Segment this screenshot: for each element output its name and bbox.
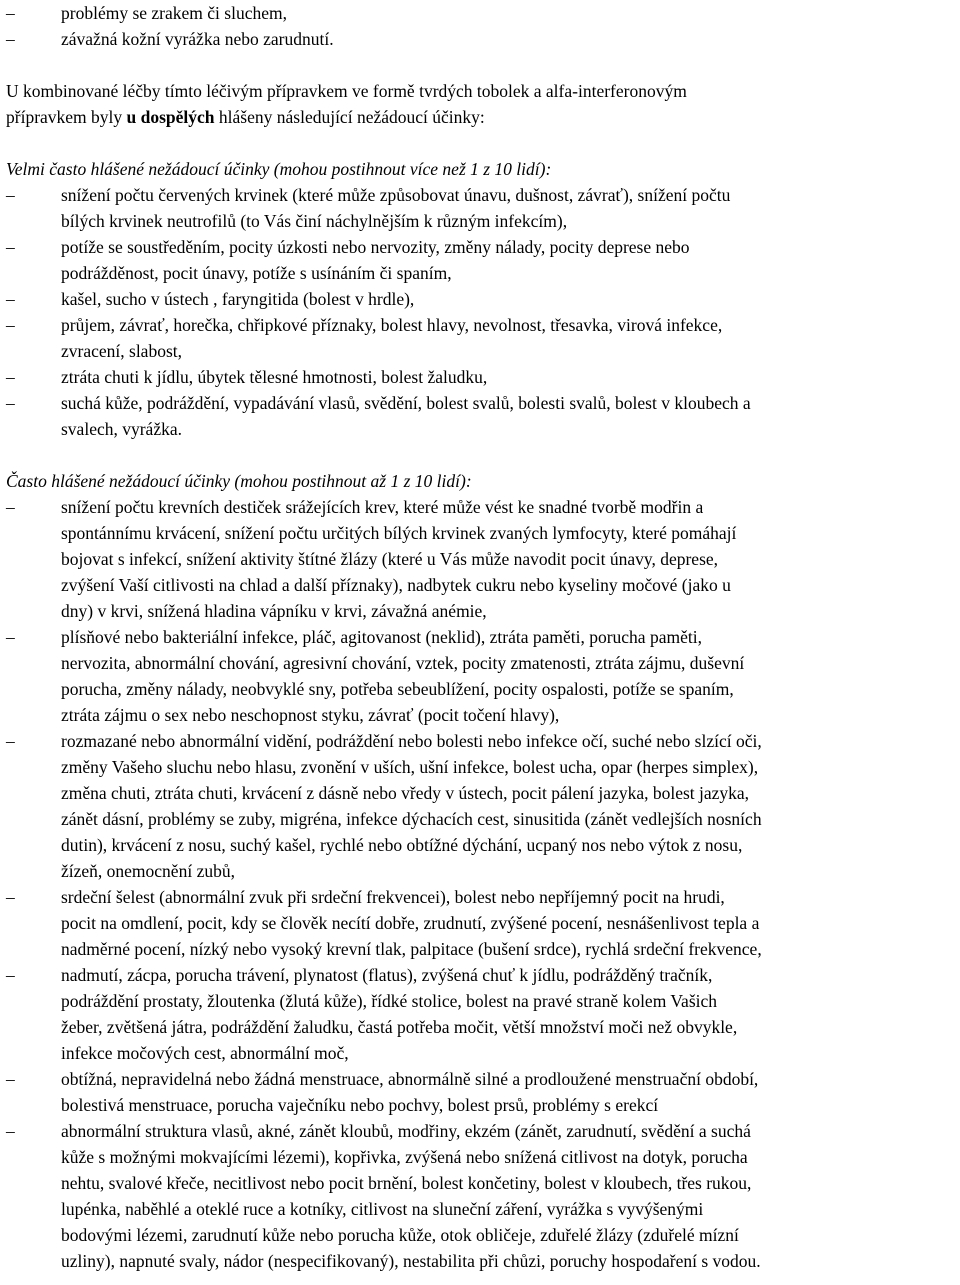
dash-bullet-icon: – bbox=[6, 731, 15, 751]
list-item-line bbox=[6, 832, 960, 858]
list-item-line bbox=[6, 182, 960, 208]
section1-heading bbox=[6, 156, 960, 182]
list-item-text: pocit na omdlení, pocit, kdy se člověk necítí dobře, zrudnutí, zvýšené pocení, nesnášenlivost tepla a bbox=[61, 913, 760, 933]
list-item-text: obtížná, nepravidelná nebo žádná menstruace, abnormálně silné a prodloužené menstruační období, bbox=[61, 1069, 759, 1089]
list-item-line bbox=[6, 0, 960, 26]
list-item-line bbox=[6, 494, 960, 520]
list-item-line bbox=[6, 1014, 960, 1040]
dash-bullet-icon: – bbox=[6, 1121, 15, 1141]
list-item-line bbox=[6, 1040, 960, 1066]
dash-bullet-icon: – bbox=[6, 29, 15, 49]
list-item-text: dutin), krvácení z nosu, suchý kašel, rychlé nebo obtížné dýchání, ucpaný nos nebo výtok z nosu, bbox=[61, 835, 743, 855]
list-item-line bbox=[6, 1092, 960, 1118]
list-item-text: změny Vašeho sluchu nebo hlasu, zvonění v uších, ušní infekce, bolest ucha, opar (herpes simplex), bbox=[61, 757, 759, 777]
list-item-line bbox=[6, 390, 960, 416]
list-item-text: snížení počtu krevních destiček srážejících krev, které může vést ke snadné tvorbě modřin a bbox=[61, 497, 704, 517]
list-item-line bbox=[6, 572, 960, 598]
list-item-text: snížení počtu červených krvinek (které může způsobovat únavu, dušnost, závrať), snížení počtu bbox=[61, 185, 731, 205]
list-item-text: nadmutí, zácpa, porucha trávení, plynatost (flatus), zvýšená chuť k jídlu, podrážděný tračník, bbox=[61, 965, 713, 985]
dash-bullet-icon: – bbox=[6, 185, 15, 205]
top-bullet-list bbox=[6, 0, 960, 52]
list-item-text: spontánnímu krvácení, snížení počtu určitých bílých krvinek zvaných lymfocyty, které pomáhají bbox=[61, 523, 737, 543]
list-item-line bbox=[6, 858, 960, 884]
dash-bullet-icon: – bbox=[6, 887, 15, 907]
list-item-text: uzliny), napnuté svaly, nádor (nespecifikovaný), nestabilita při chůzi, poruchy hospodaření s vodou. bbox=[61, 1251, 761, 1271]
dash-bullet-icon: – bbox=[6, 367, 15, 387]
intro-line-2 bbox=[6, 104, 960, 130]
list-item-text: změna chuti, ztráta chuti, krvácení z dásně nebo vředy v ústech, pocit pálení jazyka, bolest jazyka, bbox=[61, 783, 750, 803]
list-item-text: srdeční šelest (abnormální zvuk při srdeční frekvencei), bolest nebo nepříjemný pocit na hrudi, bbox=[61, 887, 725, 907]
section2-heading bbox=[6, 468, 960, 494]
list-item-line bbox=[6, 546, 960, 572]
list-item-line bbox=[6, 286, 960, 312]
list-item-line bbox=[6, 754, 960, 780]
list-item-text: zvracení, slabost, bbox=[61, 341, 182, 361]
intro-text-2-bold: u dospělých bbox=[126, 107, 215, 127]
list-item-text: dny) v krvi, snížená hladina vápníku v krvi, závažná anémie, bbox=[61, 601, 487, 621]
list-item-line bbox=[6, 780, 960, 806]
paragraph-gap bbox=[6, 52, 960, 78]
list-item-line bbox=[6, 936, 960, 962]
list-item-line bbox=[6, 338, 960, 364]
list-item-line bbox=[6, 1144, 960, 1170]
list-item-line bbox=[6, 962, 960, 988]
list-item-text: porucha, změny nálady, neobvyklé sny, potřeba sebeublížení, pocity ospalosti, potíže se spaním, bbox=[61, 679, 734, 699]
dash-bullet-icon: – bbox=[6, 3, 15, 23]
list-item-text: nervozita, abnormální chování, agresivní chování, vztek, pocity zmatenosti, ztráta zájmu, duševní bbox=[61, 653, 745, 673]
dash-bullet-icon: – bbox=[6, 1069, 15, 1089]
list-item-text: nadměrné pocení, nízký nebo vysoký krevní tlak, palpitace (bušení srdce), rychlá srdeční frekvence, bbox=[61, 939, 762, 959]
intro-line-1 bbox=[6, 78, 960, 104]
list-item-line bbox=[6, 260, 960, 286]
list-item-line bbox=[6, 598, 960, 624]
list-item-text: bojovat s infekcí, snížení aktivity štítné žlázy (které u Vás může navodit pocit únavy, deprese, bbox=[61, 549, 719, 569]
list-item-line bbox=[6, 1248, 960, 1274]
list-item-text: plísňové nebo bakteriální infekce, pláč, agitovanost (neklid), ztráta paměti, porucha paměti, bbox=[61, 627, 702, 647]
list-item-text: žeber, zvětšená játra, podráždění žaludku, častá potřeba močit, větší množství moči než obvykle, bbox=[61, 1017, 738, 1037]
list-item-text: bolestivá menstruace, porucha vaječníku nebo pochvy, bolest prsů, problémy s erekcí bbox=[61, 1095, 659, 1115]
list-item-text: kůže s možnými mokvajícími lézemi), kopřivka, zvýšená nebo snížená citlivost na dotyk, porucha bbox=[61, 1147, 748, 1167]
intro-text-2b: hlášeny následující nežádoucí účinky: bbox=[214, 107, 485, 127]
list-item-text: průjem, závrať, horečka, chřipkové příznaky, bolest hlavy, nevolnost, třesavka, virová infekce, bbox=[61, 315, 723, 335]
list-item-text: rozmazané nebo abnormální vidění, podráždění nebo bolesti nebo infekce očí, suché nebo slzící oči, bbox=[61, 731, 762, 751]
list-item-text: infekce močových cest, abnormální moč, bbox=[61, 1043, 349, 1063]
list-item-line bbox=[6, 312, 960, 338]
list-item-line bbox=[6, 702, 960, 728]
list-item-line bbox=[6, 1118, 960, 1144]
list-item-line bbox=[6, 364, 960, 390]
paragraph-gap bbox=[6, 442, 960, 468]
list-item-text: nehtu, svalové křeče, necitlivost nebo pocit brnění, bolest končetiny, bolest v kloubech, třes rukou, bbox=[61, 1173, 752, 1193]
list-item-text: bílých krvinek neutrofilů (to Vás činí náchylnějším k různým infekcím), bbox=[61, 211, 568, 231]
section2-heading-text: Často hlášené nežádoucí účinky (mohou postihnout až 1 z 10 lidí): bbox=[6, 471, 472, 491]
list-item-line bbox=[6, 416, 960, 442]
list-item-text: problémy se zrakem či sluchem, bbox=[61, 3, 287, 23]
section1-bullet-list bbox=[6, 182, 960, 442]
list-item-text: podrážděnost, pocit únavy, potíže s usínáním či spaním, bbox=[61, 263, 452, 283]
list-item-text: kašel, sucho v ústech , faryngitida (bolest v hrdle), bbox=[61, 289, 415, 309]
list-item-text: bodovými lézemi, zarudnutí kůže nebo porucha kůže, otok obličeje, zduřelé žlázy (zduřelé mízní bbox=[61, 1225, 739, 1245]
list-item-line bbox=[6, 624, 960, 650]
dash-bullet-icon: – bbox=[6, 965, 15, 985]
list-item-text: podráždění prostaty, žloutenka (žlutá kůže), řídké stolice, bolest na pravé straně kolem Vašich bbox=[61, 991, 718, 1011]
list-item-text: ztráta zájmu o sex nebo neschopnost styku, závrať (pocit točení hlavy), bbox=[61, 705, 560, 725]
list-item-line bbox=[6, 1222, 960, 1248]
list-item-text: žízeň, onemocnění zubů, bbox=[61, 861, 235, 881]
list-item-line bbox=[6, 728, 960, 754]
dash-bullet-icon: – bbox=[6, 393, 15, 413]
list-item-line bbox=[6, 676, 960, 702]
paragraph-gap bbox=[6, 130, 960, 156]
list-item-text: abnormální struktura vlasů, akné, zánět kloubů, modřiny, ekzém (zánět, zarudnutí, svědění a suchá bbox=[61, 1121, 751, 1141]
section1-heading-text: Velmi často hlášené nežádoucí účinky (mohou postihnout více než 1 z 10 lidí): bbox=[6, 159, 552, 179]
list-item-line bbox=[6, 26, 960, 52]
dash-bullet-icon: – bbox=[6, 315, 15, 335]
dash-bullet-icon: – bbox=[6, 627, 15, 647]
list-item-line bbox=[6, 1196, 960, 1222]
list-item-line bbox=[6, 520, 960, 546]
list-item-line bbox=[6, 1170, 960, 1196]
section2-bullet-list bbox=[6, 494, 960, 1274]
list-item-line bbox=[6, 988, 960, 1014]
list-item-line bbox=[6, 234, 960, 260]
dash-bullet-icon: – bbox=[6, 289, 15, 309]
list-item-line bbox=[6, 806, 960, 832]
list-item-text: zvýšení Vaší citlivosti na chlad a další příznaky), nadbytek cukru nebo kyseliny močové (jako u bbox=[61, 575, 731, 595]
list-item-text: zánět dásní, problémy se zuby, migréna, infekce dýchacích cest, sinusitida (zánět vedlejších nosních bbox=[61, 809, 762, 829]
list-item-text: ztráta chuti k jídlu, úbytek tělesné hmotnosti, bolest žaludku, bbox=[61, 367, 488, 387]
dash-bullet-icon: – bbox=[6, 237, 15, 257]
list-item-text: svalech, vyrážka. bbox=[61, 419, 182, 439]
intro-text-1: U kombinované léčby tímto léčivým přípravkem ve formě tvrdých tobolek a alfa-interferonovým bbox=[6, 81, 687, 101]
document-page bbox=[6, 0, 960, 1274]
list-item-text: závažná kožní vyrážka nebo zarudnutí. bbox=[61, 29, 334, 49]
list-item-text: suchá kůže, podráždění, vypadávání vlasů, svědění, bolest svalů, bolesti svalů, bolest v kloubech a bbox=[61, 393, 751, 413]
list-item-line bbox=[6, 910, 960, 936]
intro-text-2a: přípravkem byly bbox=[6, 107, 127, 127]
list-item-text: potíže se soustředěním, pocity úzkosti nebo nervozity, změny nálady, pocity deprese nebo bbox=[61, 237, 690, 257]
list-item-line bbox=[6, 884, 960, 910]
list-item-line bbox=[6, 208, 960, 234]
list-item-line bbox=[6, 1066, 960, 1092]
list-item-text: lupénka, naběhlé a oteklé ruce a kotníky, citlivost na sluneční záření, vyrážka s vyvýšenými bbox=[61, 1199, 704, 1219]
dash-bullet-icon: – bbox=[6, 497, 15, 517]
list-item-line bbox=[6, 650, 960, 676]
